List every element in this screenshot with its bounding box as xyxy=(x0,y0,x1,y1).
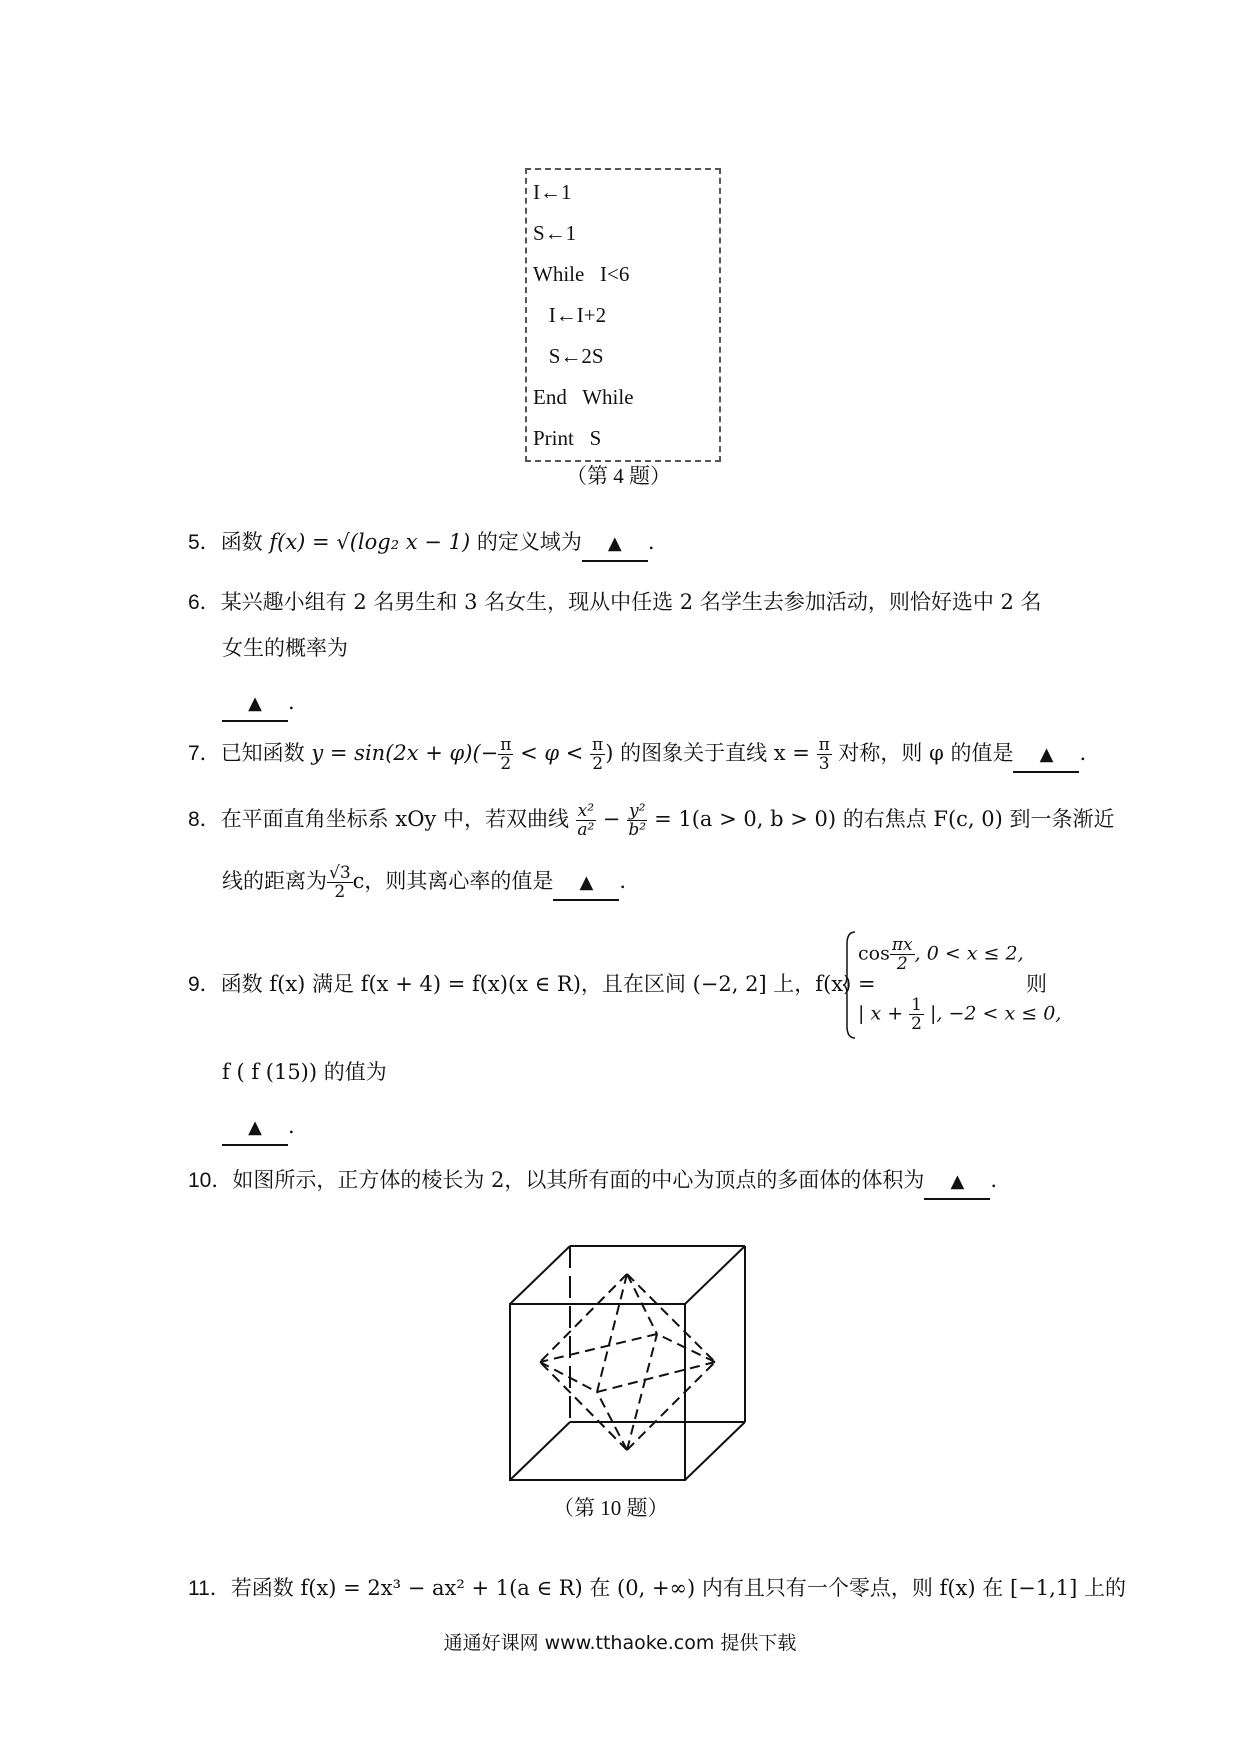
triangle-icon: ▲ xyxy=(248,693,262,714)
q10-end: . xyxy=(990,1168,998,1192)
q4-caption: （第 4 题） xyxy=(566,464,671,488)
code-line: S←2S xyxy=(533,344,604,368)
q6-answer xyxy=(222,686,295,722)
question-number: 5． xyxy=(188,531,221,554)
question-7 xyxy=(188,736,1086,773)
footer: 通通好课网 www.tthaoke.com 提供下载 xyxy=(443,1632,797,1654)
answer-blank xyxy=(1013,737,1079,773)
answer-blank xyxy=(553,865,619,901)
question-10 xyxy=(188,1164,997,1200)
question-9 xyxy=(188,968,876,1001)
fraction xyxy=(817,736,832,773)
q9-text-a: 函数 f(x) 满足 f(x + 4) = f(x)(x ∈ R)，且在区间 (−2, 2] 上，f(x) = xyxy=(220,972,876,996)
q6-end: . xyxy=(288,690,295,714)
code-line: While I<6 xyxy=(533,262,630,286)
q8-line2 xyxy=(222,864,626,901)
q6-line1: 某兴趣小组有 2 名男生和 3 名女生，现从中任选 2 名学生去参加活动，则恰好选中 2 名 xyxy=(220,590,1042,614)
answer-blank xyxy=(222,686,288,722)
cube-octahedron-figure xyxy=(500,1236,760,1486)
fraction xyxy=(890,936,915,973)
case-text: , 0 < x ≤ 2, xyxy=(914,942,1024,965)
numerator: πx xyxy=(891,935,913,955)
q8-end: . xyxy=(619,869,627,893)
fraction xyxy=(327,864,353,901)
denominator: a² xyxy=(577,820,595,840)
code-line: I←I+2 xyxy=(533,303,607,327)
q9-case-2 xyxy=(858,996,1061,1033)
q5-end: . xyxy=(647,530,655,554)
triangle-icon: ▲ xyxy=(607,533,622,554)
case-text: cos xyxy=(858,942,890,965)
q7-expr: y = sin(2x + φ)(− xyxy=(311,741,499,765)
fraction xyxy=(909,996,924,1033)
q7-expr2: ) 的图象关于直线 x = xyxy=(605,741,817,765)
question-number: 11． xyxy=(188,1577,231,1600)
q8-line1-b: = 1(a > 0, b > 0) 的右焦点 F(c, 0) 到一条渐近 xyxy=(647,807,1115,831)
cube-edge xyxy=(510,1246,570,1304)
cube-edge xyxy=(685,1246,745,1304)
question-6 xyxy=(188,586,1042,619)
cube-edge xyxy=(685,1422,745,1480)
q8-line1-a: 在平面直角坐标系 xOy 中，若双曲线 xyxy=(220,807,576,831)
denominator: 3 xyxy=(818,754,830,774)
left-brace-icon xyxy=(843,930,857,1040)
cube-edge xyxy=(510,1422,570,1480)
fraction xyxy=(576,802,596,839)
numerator: π xyxy=(500,735,512,755)
denominator: 2 xyxy=(911,1014,922,1034)
code-line: End While xyxy=(533,385,634,409)
fraction xyxy=(498,736,513,773)
q9-line2: f ( f (15)) 的值为 xyxy=(222,1060,387,1084)
q6-line2: 女生的概率为 xyxy=(222,636,348,660)
case-text: | x + xyxy=(858,1002,910,1025)
denominator: 2 xyxy=(334,882,346,902)
q4-code-box xyxy=(525,168,721,462)
q7-end: . xyxy=(1079,741,1087,765)
numerator: x² xyxy=(577,801,595,821)
question-number: 10． xyxy=(188,1169,233,1192)
denominator: b² xyxy=(628,820,647,840)
q8-line2-a: 线的距离为 xyxy=(222,869,327,893)
q5-text-a: 函数 xyxy=(220,530,270,554)
q10-text: 如图所示，正方体的棱长为 2，以其所有面的中心为顶点的多面体的体积为 xyxy=(232,1168,925,1192)
question-number: 6． xyxy=(188,591,221,614)
fraction xyxy=(627,802,647,839)
q8-minus: − xyxy=(596,807,627,831)
numerator: 1 xyxy=(911,995,922,1015)
code-line: I←1 xyxy=(533,180,572,204)
q7-mid: < φ < xyxy=(513,741,591,765)
numerator: y² xyxy=(629,801,646,821)
denominator: 2 xyxy=(500,754,512,774)
q5-text-b: 的定义域为 xyxy=(470,530,582,554)
code-line: S←1 xyxy=(533,221,577,245)
denominator: 2 xyxy=(592,754,604,774)
q10-caption: （第 10 题） xyxy=(553,1496,669,1520)
triangle-icon: ▲ xyxy=(950,1171,965,1192)
fraction xyxy=(590,736,605,773)
denominator: 2 xyxy=(896,954,908,974)
triangle-icon: ▲ xyxy=(1039,744,1054,765)
answer-blank xyxy=(582,526,648,562)
question-number: 9． xyxy=(188,973,221,996)
q7-text-b: 对称，则 φ 的值是 xyxy=(831,741,1014,765)
answer-blank xyxy=(222,1110,288,1146)
question-number: 8． xyxy=(188,808,221,831)
numerator: π xyxy=(818,735,830,755)
triangle-icon: ▲ xyxy=(579,872,594,893)
question-number: 7． xyxy=(188,742,221,765)
q9-answer xyxy=(222,1110,295,1146)
code-line: Print S xyxy=(533,426,602,450)
question-5 xyxy=(188,526,655,562)
numerator: √3 xyxy=(329,863,351,883)
q9-case-1 xyxy=(858,936,1024,973)
q8-line2-b: c，则其离心率的值是 xyxy=(352,869,554,893)
numerator: π xyxy=(592,735,604,755)
case-text: |, −2 < x ≤ 0, xyxy=(923,1002,1062,1025)
q11-text: 若函数 f(x) = 2x³ − ax² + 1(a ∈ R) 在 (0, +∞) 内有且只有一个零点，则 f(x) 在 [−1,1] 上的 xyxy=(230,1576,1126,1600)
question-8 xyxy=(188,802,1115,839)
q9-then: 则 xyxy=(1026,972,1047,996)
answer-blank xyxy=(924,1164,990,1200)
q7-text-a: 已知函数 xyxy=(220,741,312,765)
question-11 xyxy=(188,1572,1126,1605)
q5-expr: f(x) = √(log₂ x − 1) xyxy=(269,530,471,554)
triangle-icon: ▲ xyxy=(248,1117,262,1138)
q9-end: . xyxy=(288,1114,295,1138)
